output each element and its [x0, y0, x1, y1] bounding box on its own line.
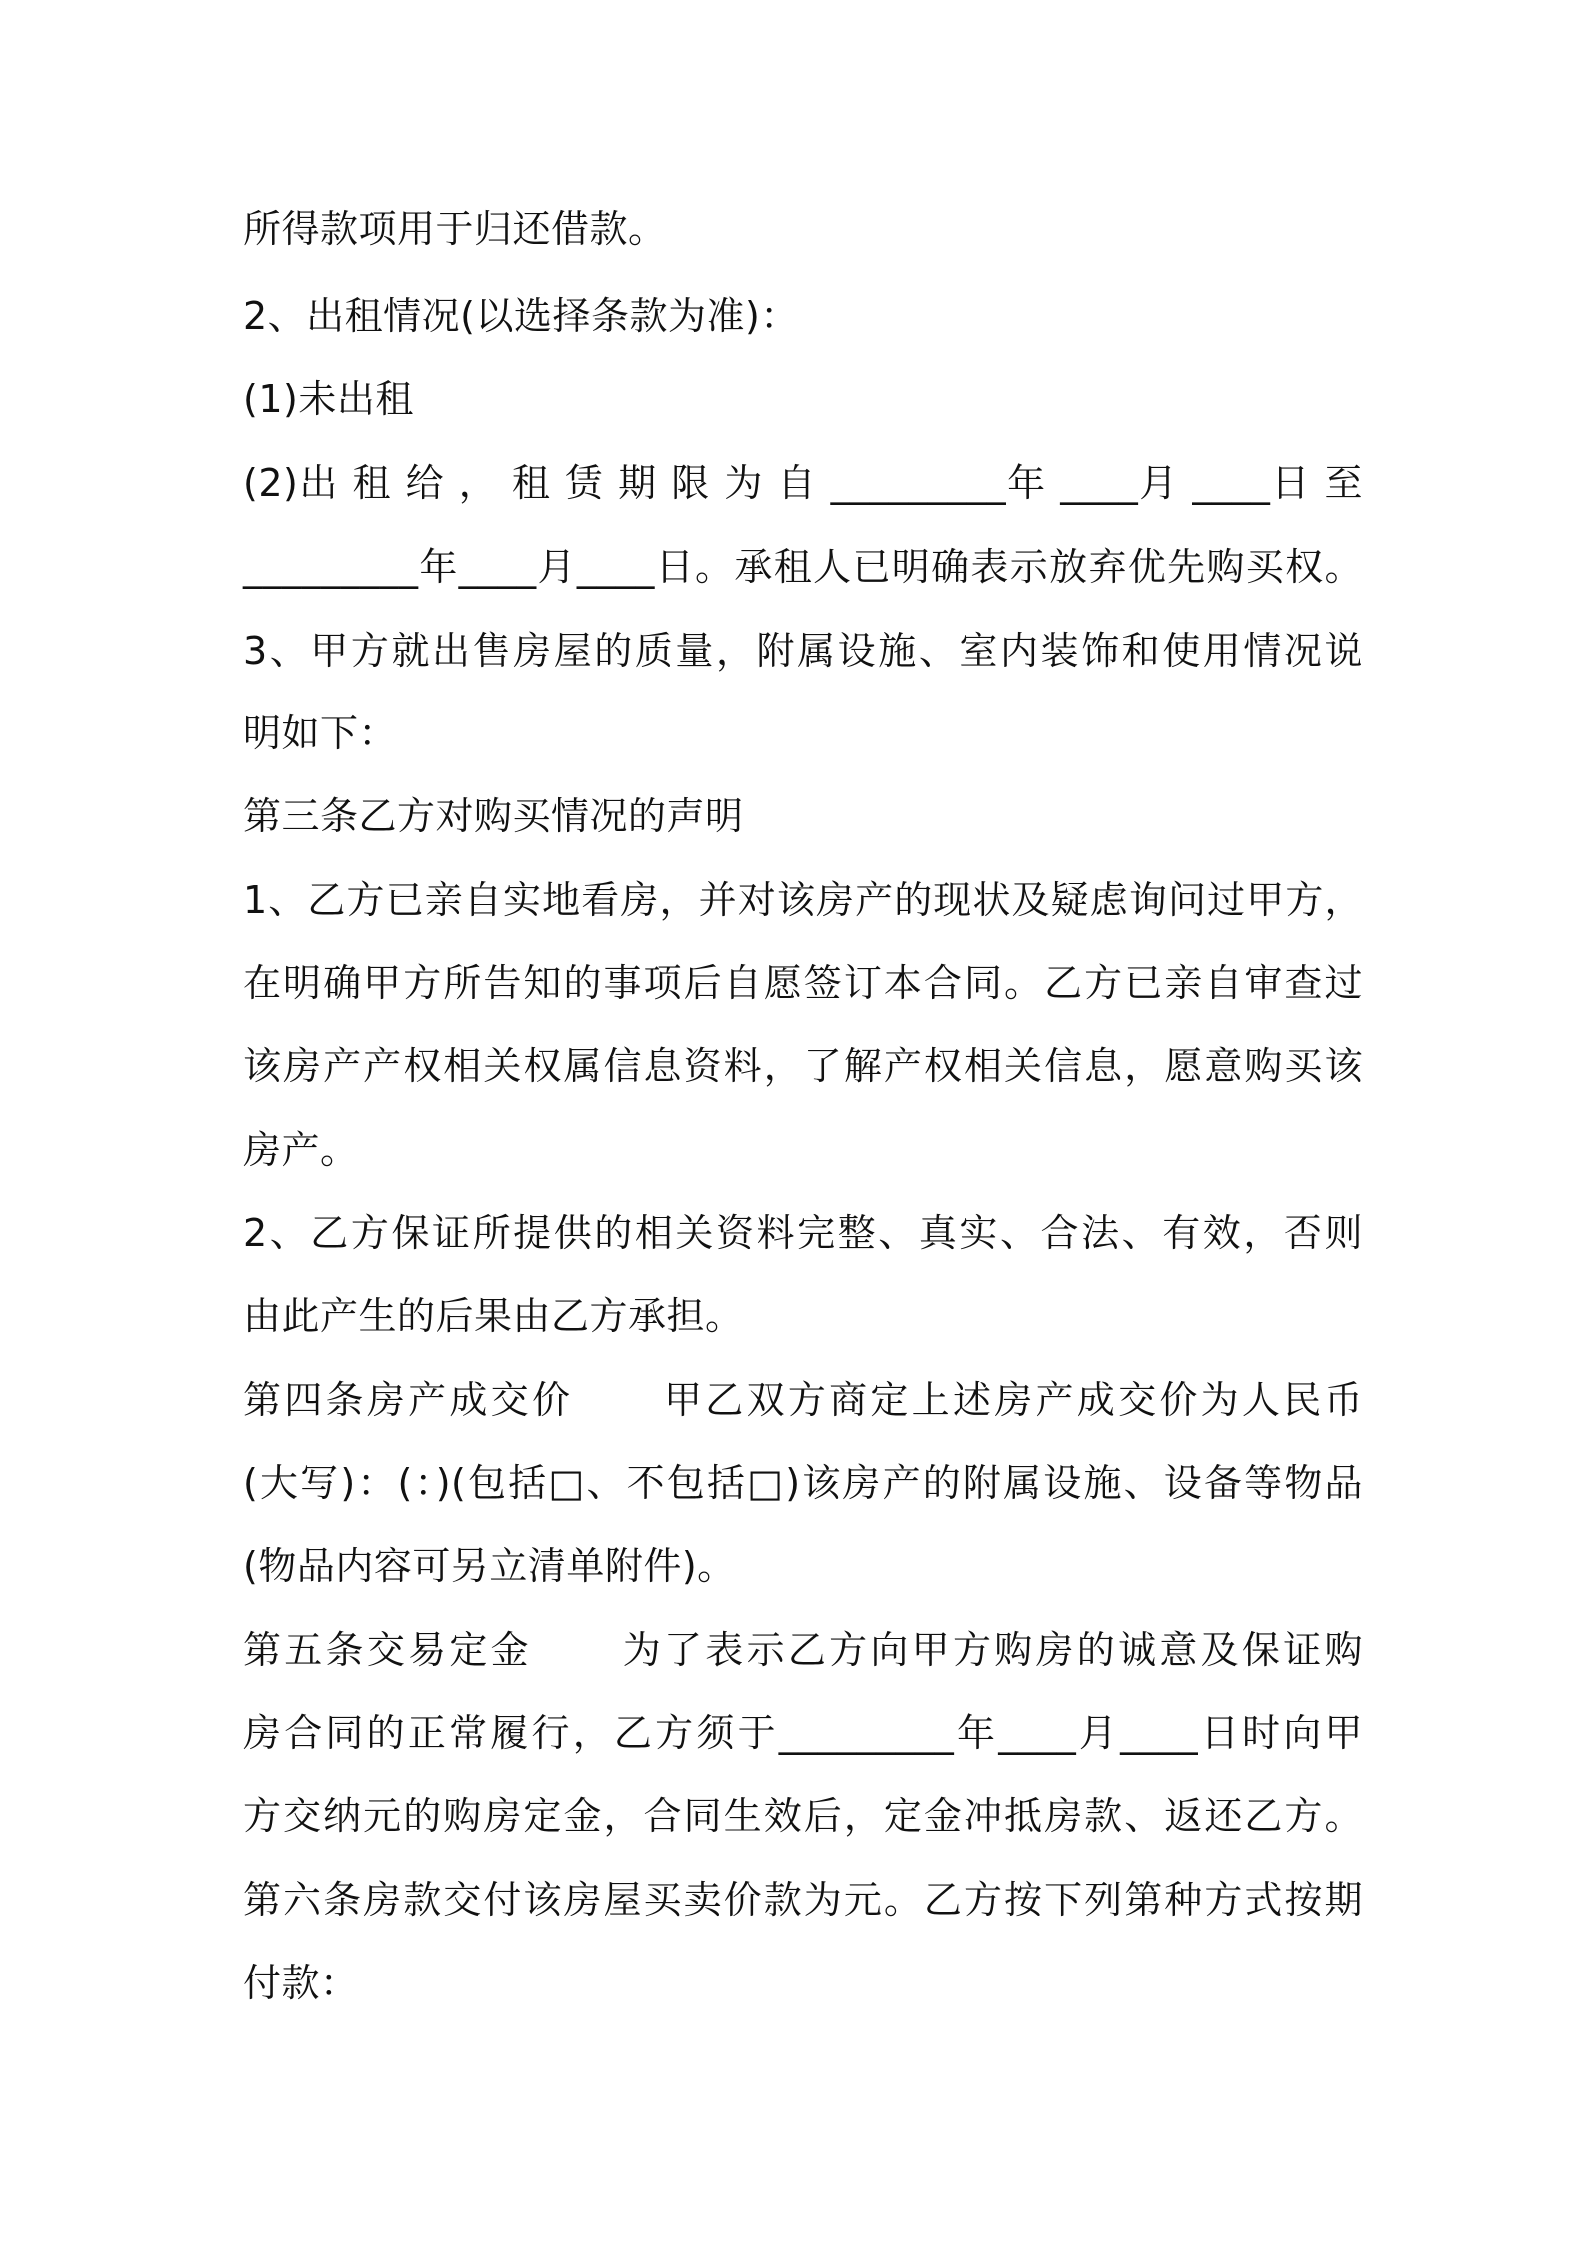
- text-line: (物品内容可另立清单附件)。: [243, 1544, 736, 1588]
- text-line: 该房产产权相关权属信息资料，了解产权相关信息，愿意购买该: [243, 1044, 1363, 1088]
- section-heading-line: [243, 1370, 1363, 1430]
- section-heading-line: 第六条房款交付该房屋买卖价款为元。乙方按下列第种方式按期: [243, 1878, 1363, 1922]
- text-line: 由此产生的后果由乙方承担。: [243, 1294, 744, 1338]
- section-heading: 第三条乙方对购买情况的声明: [243, 794, 744, 838]
- text-segment: 为了表示乙方向甲方购房的诚意及保证购: [619, 1628, 1363, 1672]
- section-heading: 第五条交易定金: [243, 1628, 532, 1672]
- text-line: 在明确甲方所告知的事项后自愿签订本合同。乙方已亲自审查过: [243, 961, 1363, 1005]
- section-heading: 第四条房产成交价: [243, 1378, 574, 1422]
- text-line: 明如下：: [243, 711, 398, 755]
- text-line: 房产。: [243, 1128, 359, 1172]
- text-line: (大写)：(：)(包括□、不包括□)该房产的附属设施、设备等物品: [243, 1461, 1363, 1505]
- text-line: (2)出 租 给 ， 租 赁 期 限 为 自 _________年 ____月 ____日 至: [243, 461, 1363, 505]
- text-line: 2、出租情况(以选择条款为准)：: [243, 294, 799, 338]
- text-line: 1、乙方已亲自实地看房，并对该房产的现状及疑虑询问过甲方，: [243, 878, 1363, 922]
- text-line: 房合同的正常履行，乙方须于_________年____月____日时向甲: [243, 1711, 1363, 1755]
- text-line: _________年____月____日。承租人已明确表示放弃优先购买权。: [243, 545, 1363, 589]
- text-segment: 甲乙双方商定上述房产成交价为人民币: [661, 1378, 1363, 1422]
- text-line: 3、甲方就出售房屋的质量，附属设施、室内装饰和使用情况说: [243, 629, 1363, 673]
- text-line: (1)未出租: [243, 377, 414, 421]
- text-line: 方交纳元的购房定金，合同生效后，定金冲抵房款、返还乙方。: [243, 1794, 1363, 1838]
- text-line: 2、乙方保证所提供的相关资料完整、真实、合法、有效，否则: [243, 1211, 1363, 1255]
- text-line: 付款：: [243, 1961, 359, 2005]
- section-heading-line: [243, 1620, 1363, 1680]
- text-line: 所得款项用于归还借款。: [243, 207, 667, 251]
